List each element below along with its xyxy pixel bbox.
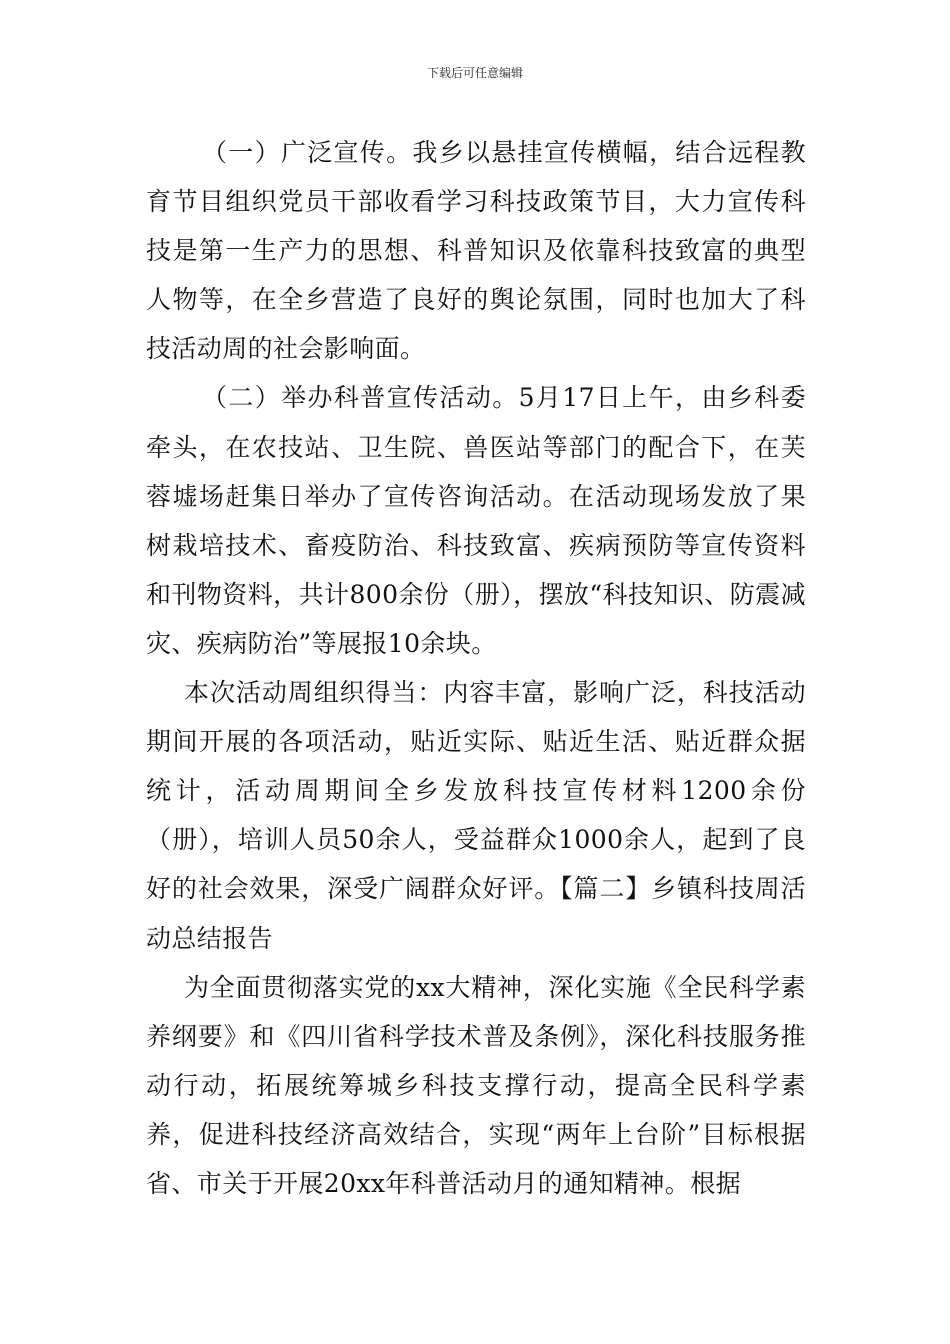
paragraph-science-event: （二）举办科普宣传活动。5月17日上午，由乡科委牵头，在农技站、卫生院、兽医站等部门的配合下，在芙蓉墟场赶集日举办了宣传咨询活动。在活动现场发放了果树栽培技术、畜疫防治、科技致富、疾病预防等宣传资料和刊物资料，共计800余份（册），摆放“科技知识、防震减灾、疾病防治”等展报10余块。 [146, 383, 806, 658]
paragraph-publicity: （一）广泛宣传。我乡以悬挂宣传横幅，结合远程教育节目组织党员干部收看学习科技政策节目，大力宣传科技是第一生产力的思想、科普知识及依靠科技致富的典型人物等，在全乡营造了良好的舆论氛围，同时也加大了科技活动周的社会影响面。 [146, 138, 806, 364]
document-body [146, 128, 806, 1208]
page-header: 下载后可任意编辑 [426, 66, 523, 80]
paragraph-summary: 本次活动周组织得当：内容丰富，影响广泛，科技活动期间开展的各项活动，贴近实际、贴近生活、贴近群众据统计，活动周期间全乡发放科技宣传材料1200余份（册），培训人员50余人，受益群众1000余人，起到了良好的社会效果，深受广阔群众好评。【篇二】乡镇科技周活动总结报告 [146, 678, 806, 953]
paragraph-part-two-intro: 为全面贯彻落实党的xx大精神，深化实施《全民科学素养纲要》和《四川省科学技术普及条例》，深化科技服务推动行动，拓展统筹城乡科技支撑行动，提高全民科学素养，促进科技经济高效结合，实现“两年上台阶”目标根据省、市关于开展20xx年科普活动月的通知精神。根据 [146, 972, 806, 1198]
